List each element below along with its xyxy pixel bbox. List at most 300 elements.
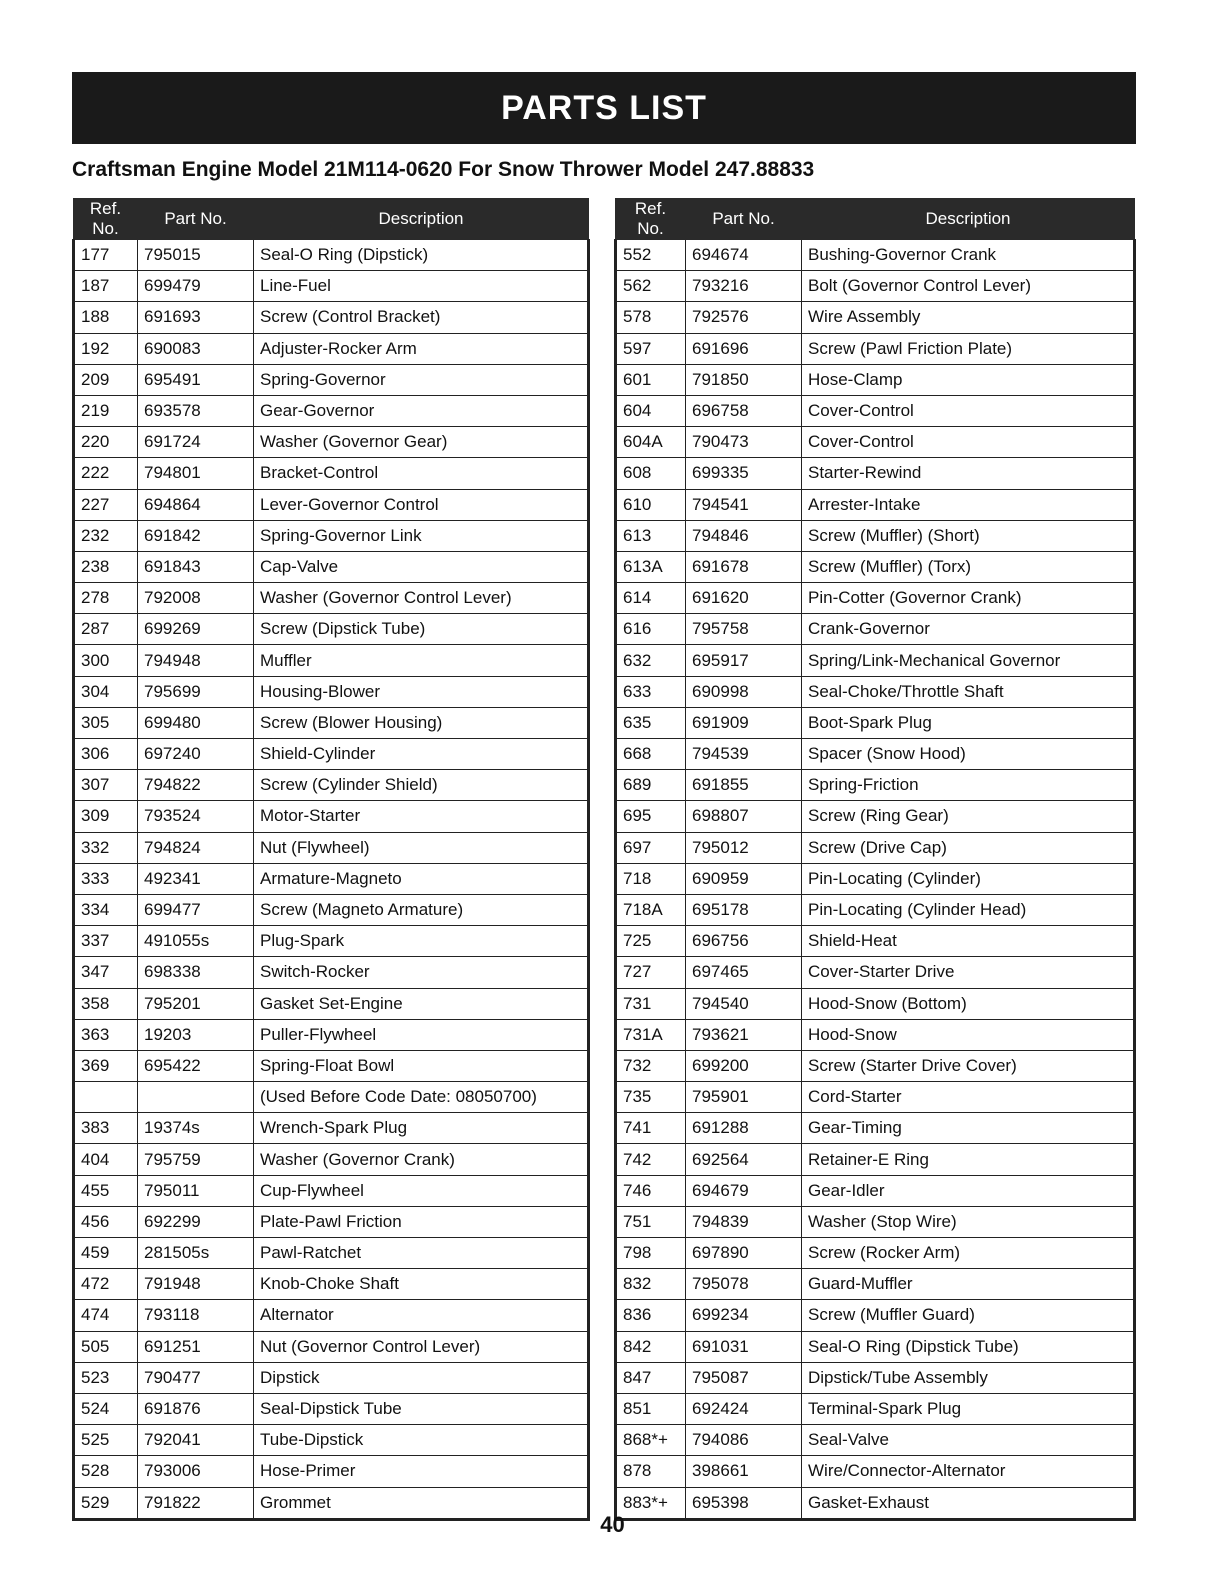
description-cell: Shield-Cylinder: [254, 739, 589, 770]
parts-table-right-body: [616, 240, 1135, 1520]
description-cell: Crank-Governor: [802, 614, 1135, 645]
ref-no-cell: 219: [74, 395, 138, 426]
part-no-cell: 691909: [686, 707, 802, 738]
part-no-cell: 698338: [138, 957, 254, 988]
ref-no-cell: 668: [616, 739, 686, 770]
header-part-no: Part No.: [138, 199, 254, 240]
table-row: [616, 1362, 1135, 1393]
ref-no-cell: 735: [616, 1082, 686, 1113]
part-no-cell: 694864: [138, 489, 254, 520]
table-header-row: [74, 199, 589, 240]
table-row: [74, 458, 589, 489]
part-no-cell: 699200: [686, 1050, 802, 1081]
part-no-cell: 795201: [138, 988, 254, 1019]
table-row: [616, 801, 1135, 832]
ref-no-cell: 307: [74, 770, 138, 801]
ref-no-cell: 404: [74, 1144, 138, 1175]
header-description: Description: [802, 199, 1135, 240]
ref-no-cell: 751: [616, 1206, 686, 1237]
table-row: [616, 770, 1135, 801]
description-cell: Seal-O Ring (Dipstick Tube): [802, 1331, 1135, 1362]
part-no-cell: 696758: [686, 395, 802, 426]
table-row: [616, 894, 1135, 925]
description-cell: Puller-Flywheel: [254, 1019, 589, 1050]
description-cell: Pin-Cotter (Governor Crank): [802, 583, 1135, 614]
ref-no-cell: 525: [74, 1425, 138, 1456]
part-no-cell: 19374s: [138, 1113, 254, 1144]
description-cell: Switch-Rocker: [254, 957, 589, 988]
part-no-cell: 795758: [686, 614, 802, 645]
table-row: [74, 957, 589, 988]
description-cell: Knob-Choke Shaft: [254, 1269, 589, 1300]
header-ref-no: Ref. No.: [616, 199, 686, 240]
description-cell: Wire/Connector-Alternator: [802, 1456, 1135, 1487]
description-cell: Screw (Control Bracket): [254, 302, 589, 333]
ref-no-cell: 697: [616, 832, 686, 863]
part-no-cell: 699234: [686, 1300, 802, 1331]
part-no-cell: 691696: [686, 333, 802, 364]
table-row: [74, 1082, 589, 1113]
part-no-cell: 794948: [138, 645, 254, 676]
table-row: [74, 302, 589, 333]
ref-no-cell: 505: [74, 1331, 138, 1362]
part-no-cell: 692424: [686, 1393, 802, 1424]
ref-no-cell: 742: [616, 1144, 686, 1175]
parts-list-banner: [72, 72, 1136, 144]
part-no-cell: 698807: [686, 801, 802, 832]
table-row: [616, 1300, 1135, 1331]
table-row: [74, 739, 589, 770]
description-cell: Spring-Float Bowl: [254, 1050, 589, 1081]
description-cell: Lever-Governor Control: [254, 489, 589, 520]
part-no-cell: 793216: [686, 271, 802, 302]
part-no-cell: 794540: [686, 988, 802, 1019]
ref-no-cell: 528: [74, 1456, 138, 1487]
description-cell: Wrench-Spark Plug: [254, 1113, 589, 1144]
table-row: [616, 707, 1135, 738]
table-row: [74, 427, 589, 458]
table-row: [74, 364, 589, 395]
part-no-cell: 795012: [686, 832, 802, 863]
ref-no-cell: 523: [74, 1362, 138, 1393]
table-row: [74, 1393, 589, 1424]
ref-no-cell: 847: [616, 1362, 686, 1393]
part-no-cell: 19203: [138, 1019, 254, 1050]
ref-no-cell: 604A: [616, 427, 686, 458]
table-row: [74, 1331, 589, 1362]
description-cell: Pawl-Ratchet: [254, 1238, 589, 1269]
ref-no-cell: 842: [616, 1331, 686, 1362]
ref-no-cell: 287: [74, 614, 138, 645]
description-cell: Pin-Locating (Cylinder): [802, 863, 1135, 894]
ref-no-cell: 832: [616, 1269, 686, 1300]
description-cell: Hose-Primer: [254, 1456, 589, 1487]
ref-no-cell: 192: [74, 333, 138, 364]
ref-no-cell: 347: [74, 957, 138, 988]
part-no-cell: 794822: [138, 770, 254, 801]
ref-no-cell: 278: [74, 583, 138, 614]
table-row: [616, 1206, 1135, 1237]
table-row: [74, 1175, 589, 1206]
ref-no-cell: 632: [616, 645, 686, 676]
part-no-cell: 699269: [138, 614, 254, 645]
ref-no-cell: 304: [74, 676, 138, 707]
ref-no-cell: 836: [616, 1300, 686, 1331]
description-cell: Cup-Flywheel: [254, 1175, 589, 1206]
description-cell: Shield-Heat: [802, 926, 1135, 957]
description-cell: Screw (Drive Cap): [802, 832, 1135, 863]
part-no-cell: 697465: [686, 957, 802, 988]
description-cell: Washer (Governor Crank): [254, 1144, 589, 1175]
ref-no-cell: 746: [616, 1175, 686, 1206]
ref-no-cell: 455: [74, 1175, 138, 1206]
table-row: [74, 395, 589, 426]
part-no-cell: 694679: [686, 1175, 802, 1206]
part-no-cell: 792008: [138, 583, 254, 614]
ref-no-cell: 333: [74, 863, 138, 894]
part-no-cell: 492341: [138, 863, 254, 894]
ref-no-cell: 732: [616, 1050, 686, 1081]
table-row: [616, 1238, 1135, 1269]
table-row: [616, 1456, 1135, 1487]
description-cell: Cord-Starter: [802, 1082, 1135, 1113]
part-no-cell: 691842: [138, 520, 254, 551]
part-no-cell: 699480: [138, 707, 254, 738]
description-cell: Gasket Set-Engine: [254, 988, 589, 1019]
part-no-cell: 491055s: [138, 926, 254, 957]
table-row: [74, 583, 589, 614]
table-row: [74, 863, 589, 894]
table-row: [616, 957, 1135, 988]
part-no-cell: 794824: [138, 832, 254, 863]
table-row: [74, 271, 589, 302]
part-no-cell: 696756: [686, 926, 802, 957]
table-row: [616, 1019, 1135, 1050]
part-no-cell: 695422: [138, 1050, 254, 1081]
description-cell: Hose-Clamp: [802, 364, 1135, 395]
table-row: [616, 551, 1135, 582]
table-row: [74, 926, 589, 957]
description-cell: Screw (Muffler Guard): [802, 1300, 1135, 1331]
part-no-cell: 691855: [686, 770, 802, 801]
description-cell: Screw (Ring Gear): [802, 801, 1135, 832]
parts-table-right: [614, 198, 1136, 1521]
ref-no-cell: 177: [74, 240, 138, 271]
part-no-cell: 790473: [686, 427, 802, 458]
part-no-cell: [138, 1082, 254, 1113]
table-row: [616, 395, 1135, 426]
description-cell: Seal-Dipstick Tube: [254, 1393, 589, 1424]
description-cell: Bracket-Control: [254, 458, 589, 489]
table-row: [616, 271, 1135, 302]
table-row: [616, 988, 1135, 1019]
description-cell: Screw (Starter Drive Cover): [802, 1050, 1135, 1081]
table-row: [616, 1144, 1135, 1175]
ref-no-cell: 633: [616, 676, 686, 707]
description-cell: Screw (Magneto Armature): [254, 894, 589, 925]
part-no-cell: 793006: [138, 1456, 254, 1487]
table-row: [616, 458, 1135, 489]
ref-no-cell: 851: [616, 1393, 686, 1424]
description-cell: Guard-Muffler: [802, 1269, 1135, 1300]
table-row: [616, 926, 1135, 957]
description-cell: Nut (Flywheel): [254, 832, 589, 863]
ref-no-cell: 883*+: [616, 1487, 686, 1519]
part-no-cell: 691620: [686, 583, 802, 614]
ref-no-cell: 309: [74, 801, 138, 832]
ref-no-cell: 474: [74, 1300, 138, 1331]
part-no-cell: 691724: [138, 427, 254, 458]
description-cell: Spring-Friction: [802, 770, 1135, 801]
ref-no-cell: 188: [74, 302, 138, 333]
table-row: [74, 1456, 589, 1487]
part-no-cell: 795901: [686, 1082, 802, 1113]
part-no-cell: 791948: [138, 1269, 254, 1300]
description-cell: Gear-Timing: [802, 1113, 1135, 1144]
ref-no-cell: 227: [74, 489, 138, 520]
table-row: [616, 364, 1135, 395]
ref-no-cell: 613A: [616, 551, 686, 582]
ref-no-cell: 358: [74, 988, 138, 1019]
ref-no-cell: 731: [616, 988, 686, 1019]
ref-no-cell: 524: [74, 1393, 138, 1424]
description-cell: Cap-Valve: [254, 551, 589, 582]
part-no-cell: 699477: [138, 894, 254, 925]
ref-no-cell: 610: [616, 489, 686, 520]
ref-no-cell: 878: [616, 1456, 686, 1487]
ref-no-cell: 608: [616, 458, 686, 489]
part-no-cell: 398661: [686, 1456, 802, 1487]
header-ref-no: Ref. No.: [74, 199, 138, 240]
description-cell: Washer (Governor Control Lever): [254, 583, 589, 614]
table-row: [616, 1113, 1135, 1144]
part-no-cell: 795087: [686, 1362, 802, 1393]
part-no-cell: 699479: [138, 271, 254, 302]
part-no-cell: 795015: [138, 240, 254, 271]
description-cell: Plug-Spark: [254, 926, 589, 957]
table-row: [74, 645, 589, 676]
part-no-cell: 690083: [138, 333, 254, 364]
table-row: [616, 333, 1135, 364]
description-cell: Cover-Control: [802, 427, 1135, 458]
table-row: [74, 801, 589, 832]
table-row: [74, 1050, 589, 1081]
table-row: [74, 614, 589, 645]
description-cell: Gasket-Exhaust: [802, 1487, 1135, 1519]
part-no-cell: 793621: [686, 1019, 802, 1050]
description-cell: Gear-Idler: [802, 1175, 1135, 1206]
table-row: [74, 1019, 589, 1050]
description-cell: Spring-Governor: [254, 364, 589, 395]
description-cell: Washer (Governor Gear): [254, 427, 589, 458]
table-row: [74, 1300, 589, 1331]
table-row: [616, 1175, 1135, 1206]
ref-no-cell: 220: [74, 427, 138, 458]
description-cell: Housing-Blower: [254, 676, 589, 707]
part-no-cell: 793118: [138, 1300, 254, 1331]
part-no-cell: 792576: [686, 302, 802, 333]
part-no-cell: 794846: [686, 520, 802, 551]
description-cell: Alternator: [254, 1300, 589, 1331]
description-cell: Screw (Cylinder Shield): [254, 770, 589, 801]
table-row: [616, 614, 1135, 645]
table-row: [616, 1425, 1135, 1456]
description-cell: Cover-Starter Drive: [802, 957, 1135, 988]
description-cell: Armature-Magneto: [254, 863, 589, 894]
description-cell: Dipstick: [254, 1362, 589, 1393]
ref-no-cell: 635: [616, 707, 686, 738]
part-no-cell: 791822: [138, 1487, 254, 1519]
ref-no-cell: 613: [616, 520, 686, 551]
table-row: [616, 1050, 1135, 1081]
part-no-cell: 695917: [686, 645, 802, 676]
table-row: [616, 739, 1135, 770]
part-no-cell: 794839: [686, 1206, 802, 1237]
ref-no-cell: 238: [74, 551, 138, 582]
ref-no-cell: 209: [74, 364, 138, 395]
parts-table-left-body: [74, 240, 589, 1520]
ref-no-cell: 552: [616, 240, 686, 271]
description-cell: Screw (Muffler) (Short): [802, 520, 1135, 551]
description-cell: Washer (Stop Wire): [802, 1206, 1135, 1237]
description-cell: Bolt (Governor Control Lever): [802, 271, 1135, 302]
description-cell: Gear-Governor: [254, 395, 589, 426]
table-row: [616, 427, 1135, 458]
table-row: [74, 894, 589, 925]
description-cell: Spring-Governor Link: [254, 520, 589, 551]
ref-no-cell: 456: [74, 1206, 138, 1237]
table-row: [616, 520, 1135, 551]
description-cell: Plate-Pawl Friction: [254, 1206, 589, 1237]
part-no-cell: 794541: [686, 489, 802, 520]
part-no-cell: 692564: [686, 1144, 802, 1175]
part-no-cell: 795759: [138, 1144, 254, 1175]
part-no-cell: 793524: [138, 801, 254, 832]
ref-no-cell: 529: [74, 1487, 138, 1519]
ref-no-cell: 604: [616, 395, 686, 426]
table-header-row: [616, 199, 1135, 240]
ref-no-cell: 616: [616, 614, 686, 645]
description-cell: Seal-Choke/Throttle Shaft: [802, 676, 1135, 707]
ref-no-cell: 725: [616, 926, 686, 957]
ref-no-cell: 727: [616, 957, 686, 988]
part-no-cell: 691693: [138, 302, 254, 333]
table-row: [74, 770, 589, 801]
description-cell: Boot-Spark Plug: [802, 707, 1135, 738]
part-no-cell: 695491: [138, 364, 254, 395]
description-cell: Tube-Dipstick: [254, 1425, 589, 1456]
ref-no-cell: 306: [74, 739, 138, 770]
ref-no-cell: 472: [74, 1269, 138, 1300]
part-no-cell: 691678: [686, 551, 802, 582]
part-no-cell: 795699: [138, 676, 254, 707]
ref-no-cell: 459: [74, 1238, 138, 1269]
part-no-cell: 691288: [686, 1113, 802, 1144]
table-row: [616, 676, 1135, 707]
description-cell: Spacer (Snow Hood): [802, 739, 1135, 770]
part-no-cell: 690998: [686, 676, 802, 707]
description-cell: Pin-Locating (Cylinder Head): [802, 894, 1135, 925]
table-row: [616, 645, 1135, 676]
ref-no-cell: 868*+: [616, 1425, 686, 1456]
description-cell: Seal-O Ring (Dipstick): [254, 240, 589, 271]
description-cell: Grommet: [254, 1487, 589, 1519]
ref-no-cell: 601: [616, 364, 686, 395]
table-row: [74, 988, 589, 1019]
parts-table-left: [72, 198, 590, 1521]
description-cell: Hood-Snow (Bottom): [802, 988, 1135, 1019]
part-no-cell: 791850: [686, 364, 802, 395]
description-cell: Hood-Snow: [802, 1019, 1135, 1050]
table-row: [616, 240, 1135, 271]
ref-no-cell: [74, 1082, 138, 1113]
part-no-cell: 794801: [138, 458, 254, 489]
description-cell: Screw (Pawl Friction Plate): [802, 333, 1135, 364]
part-no-cell: 790477: [138, 1362, 254, 1393]
ref-no-cell: 614: [616, 583, 686, 614]
description-cell: Retainer-E Ring: [802, 1144, 1135, 1175]
part-no-cell: 692299: [138, 1206, 254, 1237]
description-cell: Arrester-Intake: [802, 489, 1135, 520]
table-row: [616, 489, 1135, 520]
ref-no-cell: 741: [616, 1113, 686, 1144]
ref-no-cell: 562: [616, 271, 686, 302]
header-description: Description: [254, 199, 589, 240]
table-row: [74, 1113, 589, 1144]
ref-no-cell: 222: [74, 458, 138, 489]
table-row: [74, 1362, 589, 1393]
ref-no-cell: 689: [616, 770, 686, 801]
ref-no-cell: 798: [616, 1238, 686, 1269]
part-no-cell: 794539: [686, 739, 802, 770]
ref-no-cell: 187: [74, 271, 138, 302]
ref-no-cell: 332: [74, 832, 138, 863]
part-no-cell: 792041: [138, 1425, 254, 1456]
ref-no-cell: 363: [74, 1019, 138, 1050]
ref-no-cell: 731A: [616, 1019, 686, 1050]
ref-no-cell: 578: [616, 302, 686, 333]
part-no-cell: 691031: [686, 1331, 802, 1362]
part-no-cell: 693578: [138, 395, 254, 426]
ref-no-cell: 383: [74, 1113, 138, 1144]
ref-no-cell: 334: [74, 894, 138, 925]
table-row: [616, 1393, 1135, 1424]
table-row: [74, 1238, 589, 1269]
banner-title: PARTS LIST: [501, 88, 707, 127]
part-no-cell: 694674: [686, 240, 802, 271]
table-row: [616, 1269, 1135, 1300]
description-cell: Dipstick/Tube Assembly: [802, 1362, 1135, 1393]
description-cell: Line-Fuel: [254, 271, 589, 302]
description-cell: Wire Assembly: [802, 302, 1135, 333]
description-cell: Screw (Rocker Arm): [802, 1238, 1135, 1269]
description-cell: Nut (Governor Control Lever): [254, 1331, 589, 1362]
table-row: [74, 489, 589, 520]
ref-no-cell: 369: [74, 1050, 138, 1081]
description-cell: Spring/Link-Mechanical Governor: [802, 645, 1135, 676]
part-no-cell: 795011: [138, 1175, 254, 1206]
description-cell: Starter-Rewind: [802, 458, 1135, 489]
table-row: [74, 520, 589, 551]
description-cell: Terminal-Spark Plug: [802, 1393, 1135, 1424]
description-cell: Motor-Starter: [254, 801, 589, 832]
table-row: [74, 1269, 589, 1300]
table-row: [74, 1425, 589, 1456]
ref-no-cell: 337: [74, 926, 138, 957]
table-row: [74, 707, 589, 738]
table-row: [74, 676, 589, 707]
ref-no-cell: 695: [616, 801, 686, 832]
